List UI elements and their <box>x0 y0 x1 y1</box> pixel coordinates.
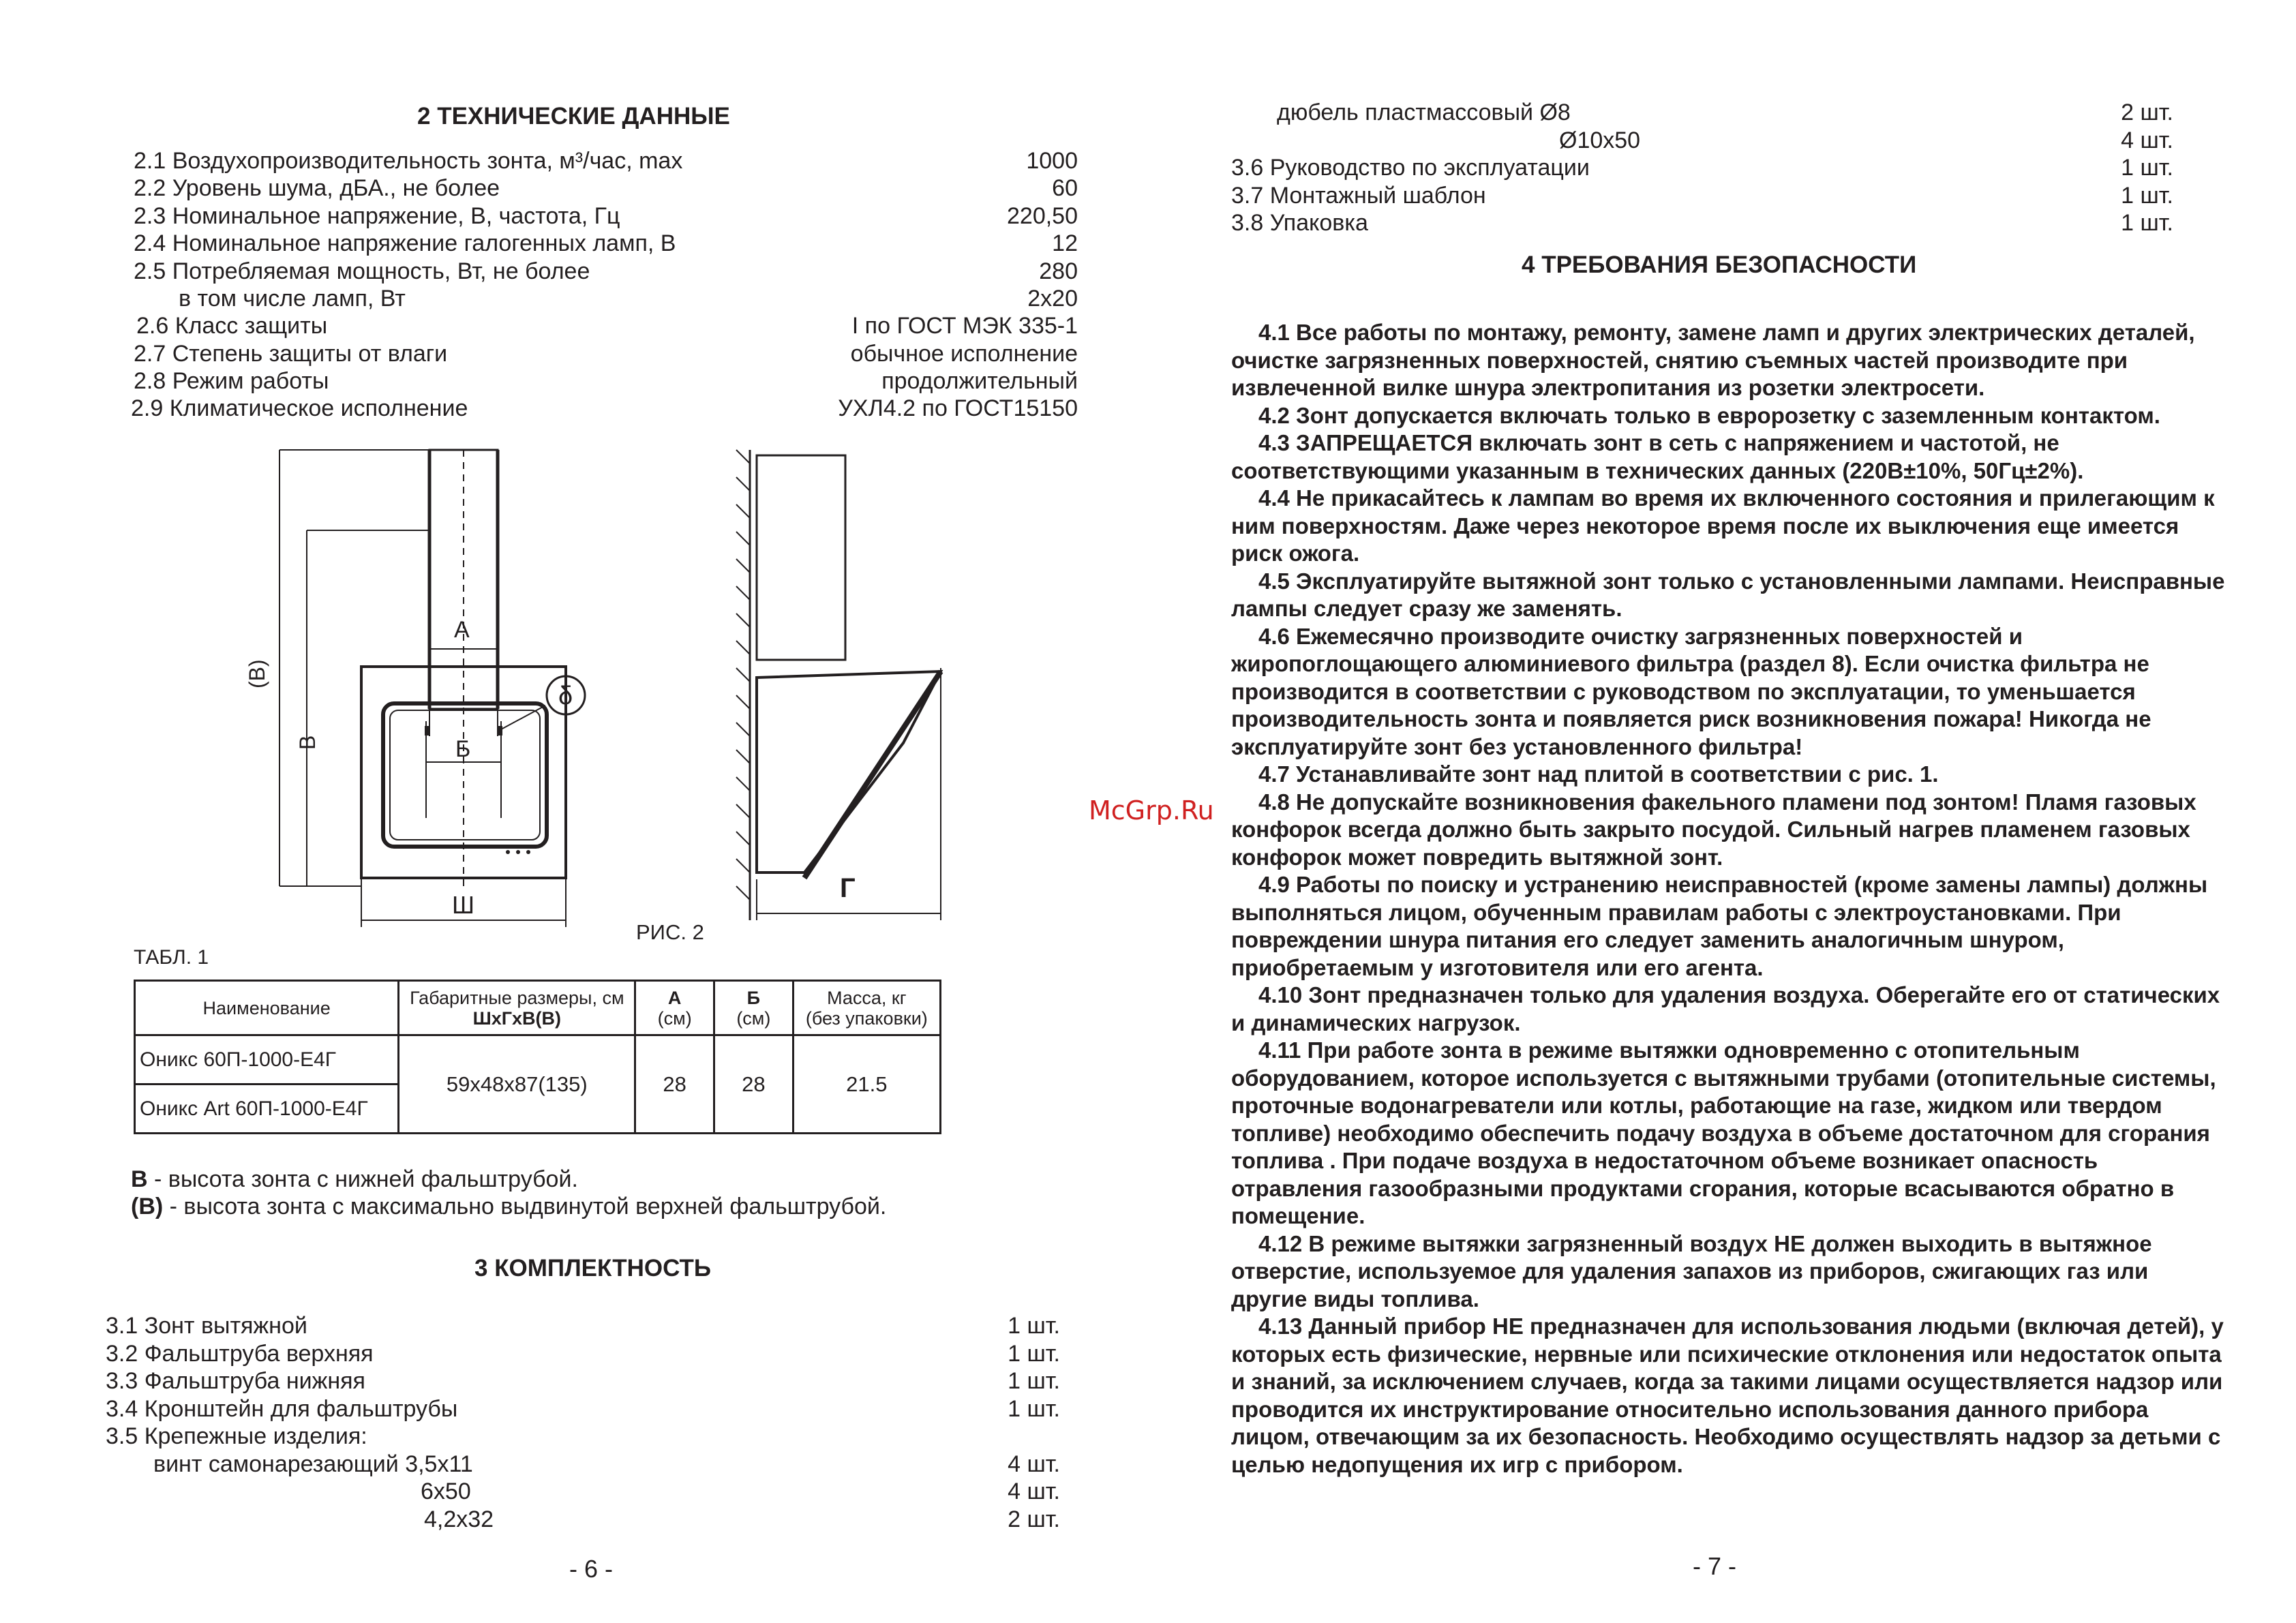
kit-row-label: 3.7 Монтажный шаблон <box>1231 183 1486 209</box>
dim-b-small-label: Б <box>455 736 471 762</box>
kit-row-label: 3.1 Зонт вытяжной <box>106 1313 307 1339</box>
kit-row-label: 6х50 <box>421 1478 471 1504</box>
note-key: В <box>131 1166 148 1192</box>
page-number-left: - 6 - <box>569 1555 614 1583</box>
kit-row-value: 4 шт. <box>1008 1451 1060 1477</box>
table-header-name: Наименование <box>135 981 399 1035</box>
safety-requirements <box>1231 319 2226 1478</box>
kit-row-value: 1 шт. <box>1008 1396 1060 1422</box>
tech-row-value: 12 <box>1052 230 1078 256</box>
tech-row-value: УХЛ4.2 по ГОСТ15150 <box>838 395 1078 421</box>
kit-row-label: Ø10х50 <box>1559 127 1641 153</box>
side-hood-outline <box>757 671 941 873</box>
tech-row-label: 2.7 Степень защиты от влаги <box>134 341 448 367</box>
table-header-a: А (см) <box>635 981 714 1035</box>
tech-row-label: в том числе ламп, Вт <box>179 286 406 312</box>
tech-row-value: 220,50 <box>1007 203 1078 229</box>
tech-row-value: 60 <box>1052 175 1078 201</box>
kit-row-value: 2 шт. <box>1008 1506 1060 1532</box>
safety-paragraph: 4.2 Зонт допускается включать только в евророзетку с заземленным контактом. <box>1258 402 2160 428</box>
section4-title: 4 ТРЕБОВАНИЯ БЕЗОПАСНОСТИ <box>1522 252 1917 278</box>
table-header-size: Габаритные размеры, см ШхГхВ(В) <box>399 981 635 1035</box>
dim-b-label: В <box>295 735 320 750</box>
dim-b-paren-label: (В) <box>245 659 269 688</box>
tech-row-value: продолжительный <box>881 368 1078 394</box>
table-cell-size: 59х48х87(135) <box>399 1035 635 1134</box>
note-text: - высота зонта с нижней фальштрубой. <box>147 1166 578 1192</box>
page-number-right: - 7 - <box>1693 1552 1737 1580</box>
tech-row-value: 2х20 <box>1027 286 1078 312</box>
kit-row-label: 3.6 Руководство по эксплуатации <box>1231 155 1590 181</box>
side-chimney <box>757 455 845 660</box>
safety-paragraph: 4.3 ЗАПРЕЩАЕТСЯ включать зонт в сеть с напряжением и частотой, не соответствующими указанным в технических данных (220В±10%, 50Гц±2%). <box>1231 430 2084 483</box>
table-row-model: Оникс Art 60П-1000-Е4Г <box>135 1084 399 1134</box>
kit-row-value: 1 шт. <box>1008 1341 1060 1367</box>
tech-row-value: 280 <box>1039 258 1078 284</box>
tech-row-label: 2.8 Режим работы <box>134 368 329 394</box>
safety-paragraph: 4.10 Зонт предназначен только для удаления воздуха. Оберегайте его от статических и динамических нагрузок. <box>1231 982 2220 1035</box>
kit-row-label: дюбель пластмассовый Ø8 <box>1277 100 1571 125</box>
tech-row-label: 2.9 Климатическое исполнение <box>131 395 468 421</box>
tech-row-value: 1000 <box>1026 148 1078 174</box>
safety-paragraph: 4.12 В режиме вытяжки загрязненный воздух НЕ должен выходить в вытяжное отверстие, используемое для удаления запахов из приборов, сжигающих газ или другие виды топлива. <box>1231 1230 2152 1311</box>
safety-paragraph: 4.7 Устанавливайте зонт над плитой в соответствии с рис. 1. <box>1258 761 1939 787</box>
hood-drawing <box>232 436 982 954</box>
kit-row-value: 1 шт. <box>2121 210 2173 236</box>
kit-row-value: 1 шт. <box>1008 1368 1060 1394</box>
safety-paragraph: 4.5 Эксплуатируйте вытяжной зонт только с установленными лампами. Неисправные лампы следует сразу же заменять. <box>1231 568 2225 621</box>
safety-paragraph: 4.6 Ежемесячно производите очистку загрязненных поверхностей и жиропоглощающего алюминиевого фильтра (раздел 8). Если очистка фильтра не производится в соответствии с руководством по эксплуатации, то уменьшается производительность зонта и появляется риск возникновения пожара! Никогда не эксплуатируйте зонт без установленного фильтра! <box>1231 623 2151 759</box>
table-cell-a: 28 <box>635 1035 714 1134</box>
kit-row-label: 4,2х32 <box>424 1506 494 1532</box>
table-header-mass: Масса, кг (без упаковки) <box>793 981 940 1035</box>
note-key: (В) <box>131 1194 164 1219</box>
table-cell-b: 28 <box>714 1035 794 1134</box>
section2-title: 2 ТЕХНИЧЕСКИЕ ДАННЫЕ <box>417 103 730 130</box>
table-row-model: Оникс 60П-1000-Е4Г <box>135 1035 399 1084</box>
kit-row-value: 1 шт. <box>2121 183 2173 209</box>
dim-g-label: Г <box>840 873 856 903</box>
tech-row-label: 2.1 Воздухопроизводительность зонта, м³/час, max <box>134 148 683 174</box>
kit-row-label: 3.3 Фальштруба нижняя <box>106 1368 365 1394</box>
kit-row-value: 1 шт. <box>2121 155 2173 181</box>
figure-caption: РИС. 2 <box>636 920 704 944</box>
tech-row-label: 2.5 Потребляемая мощность, Вт, не более <box>134 258 590 284</box>
kit-row-label: 3.5 Крепежные изделия: <box>106 1423 367 1449</box>
tech-row-label: 2.2 Уровень шума, дБА., не более <box>134 175 500 201</box>
tech-row-value: I по ГОСТ МЭК 335-1 <box>851 313 1078 339</box>
filter-panel <box>383 703 547 847</box>
dim-a-label: А <box>454 617 470 643</box>
kit-row-label: винт самонарезающий 3,5х11 <box>153 1451 473 1477</box>
note-b-paren <box>131 1193 886 1220</box>
table-cell-mass: 21.5 <box>793 1035 940 1134</box>
section3-title: 3 КОМПЛЕКТНОСТЬ <box>474 1255 712 1281</box>
table-caption: ТАБЛ. 1 <box>134 946 209 969</box>
model-table <box>134 980 941 1134</box>
tech-row-label: 2.6 Класс защиты <box>136 313 328 339</box>
safety-paragraph: 4.1 Все работы по монтажу, ремонту, замене ламп и других электрических деталей, очистке загрязненных поверхностей, снятию съемных частей производите при извлеченной вилке шнура электропитания из розетки электросети. <box>1231 320 2195 400</box>
safety-paragraph: 4.13 Данный прибор НЕ предназначен для использования людьми (включая детей), у которых есть физические, нервные или психические отклонения или недостаток опыта и знаний, за исключением случаев, когда за такими лицами осуществляется надзор или проводится их инструктирование относительно использования данного прибора лицом, отвечающим за их безопасность. Необходимо осуществлять надзор за детьми с целью недопущения их игр с прибором. <box>1231 1314 2224 1477</box>
safety-paragraph: 4.11 При работе зонта в режиме вытяжки одновременно с отопительным оборудованием, которое используется с вытяжными трубами (отопительные системы, проточные водонагреватели или котлы, работающие на газе, жидком или твердом топливе) необходимо обеспечить подачу воздуха в объеме достаточном для сгорания топлива . При подаче воздуха в недостаточном объеме возникает опасность отравления газообразными продуктами сгорания, которые всасываются обратно в помещение. <box>1231 1037 2216 1228</box>
dim-w-label: Ш <box>452 891 474 919</box>
note-text: - высота зонта с максимально выдвинутой верхней фальштрубой. <box>163 1194 887 1219</box>
kit-row-value: 2 шт. <box>2121 100 2173 125</box>
watermark: McGrp.Ru <box>1089 795 1214 825</box>
kit-row-label: 3.8 Упаковка <box>1231 210 1368 236</box>
note-b <box>131 1166 578 1193</box>
kit-row-value: 4 шт. <box>2121 127 2173 153</box>
kit-row-value: 4 шт. <box>1008 1478 1060 1504</box>
lamp-callout-label: δ <box>558 682 573 710</box>
safety-paragraph: 4.9 Работы по поиску и устранению неисправностей (кроме замены лампы) должны выполняться лицом, обученным правилам работы с электроустановками. При повреждении шнура питания его следует заменить аналогичным шнуром, приобретаемым у изготовителя или его агента. <box>1231 872 2208 980</box>
safety-paragraph: 4.4 Не прикасайтесь к лампам во время их включенного состояния и прилегающим к ним поверхностям. Даже через некоторое время после их выключения еще имеется риск ожога. <box>1231 485 2215 566</box>
table-header-b: Б (см) <box>714 981 794 1035</box>
kit-row-label: 3.2 Фальштруба верхняя <box>106 1341 374 1367</box>
tech-row-value: обычное исполнение <box>850 341 1078 367</box>
kit-row-value: 1 шт. <box>1008 1313 1060 1339</box>
tech-row-label: 2.4 Номинальное напряжение галогенных ламп, В <box>134 230 676 256</box>
kit-row-label: 3.4 Кронштейн для фальштрубы <box>106 1396 458 1422</box>
tech-row-label: 2.3 Номинальное напряжение, В, частота, Гц <box>134 203 620 229</box>
safety-paragraph: 4.8 Не допускайте возникновения факельного пламени под зонтом! Пламя газовых конфорок всегда должно быть закрыто посудой. Сильный нагрев пламенем газовых конфорок может повредить вытяжной зонт. <box>1231 789 2196 870</box>
